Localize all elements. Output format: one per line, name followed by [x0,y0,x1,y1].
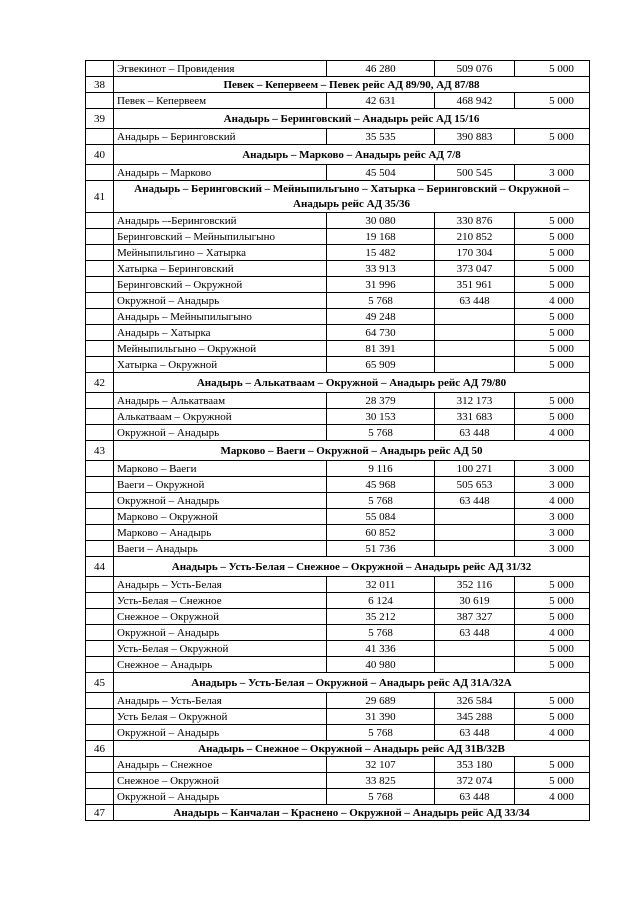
rate-cell: 5 000 [515,593,590,609]
route-group-header-row [86,557,590,577]
empty-number-cell [86,293,114,309]
amount-cell: 63 448 [435,789,515,805]
distance-cell: 30 080 [327,213,435,229]
amount-cell: 63 448 [435,425,515,441]
route-row [86,789,590,805]
route-name-cell: Хатырка – Беринговский [114,261,327,277]
route-row [86,165,590,181]
empty-number-cell [86,129,114,145]
route-name-cell: Анадырь – Алькатваам [114,393,327,409]
amount-cell [435,541,515,557]
distance-cell: 28 379 [327,393,435,409]
route-row [86,773,590,789]
route-group-title: Марково – Ваеги – Окружной – Анадырь рейс АД 50 [114,441,590,461]
route-group-header-row [86,441,590,461]
route-name-cell: Певек – Кепервеем [114,93,327,109]
route-group-title: Анадырь – Алькатваам – Окружной – Анадырь рейс АД 79/80 [114,373,590,393]
empty-number-cell [86,309,114,325]
rate-cell: 3 000 [515,541,590,557]
amount-cell: 30 619 [435,593,515,609]
rate-cell: 5 000 [515,657,590,673]
distance-cell: 19 168 [327,229,435,245]
amount-cell: 210 852 [435,229,515,245]
route-name-cell: Анадырь – Усть-Белая [114,577,327,593]
route-group-title: Анадырь – Марково – Анадырь рейс АД 7/8 [114,145,590,165]
route-row [86,293,590,309]
amount-cell: 312 173 [435,393,515,409]
route-name-cell: Снежное – Окружной [114,609,327,625]
route-name-cell: Окружной – Анадырь [114,725,327,741]
empty-number-cell [86,325,114,341]
route-row [86,461,590,477]
amount-cell: 331 683 [435,409,515,425]
distance-cell: 29 689 [327,693,435,709]
rate-cell: 4 000 [515,725,590,741]
route-name-cell: Окружной – Анадырь [114,625,327,641]
routes-table [85,60,590,821]
rate-cell: 4 000 [515,789,590,805]
empty-number-cell [86,213,114,229]
amount-cell: 345 288 [435,709,515,725]
route-group-header-row [86,741,590,757]
route-name-cell: Анадырь –-Беринговский [114,213,327,229]
rate-cell: 3 000 [515,165,590,181]
empty-number-cell [86,625,114,641]
amount-cell: 500 545 [435,165,515,181]
rate-cell: 3 000 [515,477,590,493]
distance-cell: 81 391 [327,341,435,357]
route-row [86,693,590,709]
amount-cell: 170 304 [435,245,515,261]
distance-cell: 49 248 [327,309,435,325]
route-group-header-row [86,673,590,693]
rate-cell: 3 000 [515,461,590,477]
route-row [86,725,590,741]
rate-cell: 5 000 [515,641,590,657]
distance-cell: 32 011 [327,577,435,593]
rate-cell: 5 000 [515,93,590,109]
route-name-cell: Усть-Белая – Снежное [114,593,327,609]
rate-cell: 5 000 [515,757,590,773]
distance-cell: 41 336 [327,641,435,657]
route-row [86,509,590,525]
empty-number-cell [86,757,114,773]
amount-cell [435,657,515,673]
route-group-number: 45 [86,673,114,693]
empty-number-cell [86,277,114,293]
route-group-number: 40 [86,145,114,165]
distance-cell: 9 116 [327,461,435,477]
rate-cell: 5 000 [515,409,590,425]
amount-cell [435,357,515,373]
route-row [86,325,590,341]
route-group-number: 41 [86,181,114,213]
rate-cell: 5 000 [515,325,590,341]
empty-number-cell [86,477,114,493]
distance-cell: 46 280 [327,61,435,77]
empty-number-cell [86,493,114,509]
distance-cell: 5 768 [327,725,435,741]
route-name-cell: Марково – Анадырь [114,525,327,541]
route-name-cell: Усть-Белая – Окружной [114,641,327,657]
route-row [86,93,590,109]
distance-cell: 33 913 [327,261,435,277]
route-group-header-row [86,145,590,165]
rate-cell: 3 000 [515,509,590,525]
route-group-number: 47 [86,805,114,821]
amount-cell: 351 961 [435,277,515,293]
distance-cell: 31 390 [327,709,435,725]
amount-cell: 353 180 [435,757,515,773]
rate-cell: 4 000 [515,425,590,441]
route-name-cell: Окружной – Анадырь [114,789,327,805]
rate-cell: 5 000 [515,245,590,261]
route-group-header-row [86,181,590,213]
distance-cell: 60 852 [327,525,435,541]
empty-number-cell [86,577,114,593]
distance-cell: 40 980 [327,657,435,673]
route-group-header-row [86,805,590,821]
empty-number-cell [86,509,114,525]
distance-cell: 5 768 [327,493,435,509]
rate-cell: 5 000 [515,61,590,77]
amount-cell: 373 047 [435,261,515,277]
empty-number-cell [86,773,114,789]
rate-cell: 4 000 [515,493,590,509]
route-name-cell: Снежное – Окружной [114,773,327,789]
amount-cell: 505 653 [435,477,515,493]
amount-cell [435,325,515,341]
rate-cell: 5 000 [515,129,590,145]
empty-number-cell [86,609,114,625]
rate-cell: 4 000 [515,293,590,309]
amount-cell [435,309,515,325]
rate-cell: 5 000 [515,261,590,277]
route-row [86,229,590,245]
rate-cell: 5 000 [515,693,590,709]
route-row [86,61,590,77]
rate-cell: 5 000 [515,309,590,325]
empty-number-cell [86,541,114,557]
empty-number-cell [86,93,114,109]
empty-number-cell [86,461,114,477]
route-row [86,213,590,229]
amount-cell [435,525,515,541]
route-row [86,593,590,609]
route-row [86,129,590,145]
route-group-title: Анадырь – Беринговский – Мейныпильгыно – Хатырка – Беринговский – Окружной – Анадырь рейс АД 35/36 [114,181,590,213]
distance-cell: 30 153 [327,409,435,425]
route-name-cell: Усть Белая – Окружной [114,709,327,725]
route-group-number: 38 [86,77,114,93]
route-row [86,357,590,373]
amount-cell: 390 883 [435,129,515,145]
distance-cell: 45 968 [327,477,435,493]
route-group-title: Анадырь – Снежное – Окружной – Анадырь рейс АД 31В/32В [114,741,590,757]
route-row [86,409,590,425]
route-name-cell: Ваеги – Окружной [114,477,327,493]
rate-cell: 5 000 [515,773,590,789]
route-name-cell: Мейныпильгыно – Окружной [114,341,327,357]
route-group-title: Анадырь – Канчалан – Краснено – Окружной – Анадырь рейс АД 33/34 [114,805,590,821]
rate-cell: 4 000 [515,625,590,641]
empty-number-cell [86,641,114,657]
route-group-header-row [86,373,590,393]
distance-cell: 6 124 [327,593,435,609]
amount-cell: 63 448 [435,725,515,741]
route-name-cell: Анадырь – Снежное [114,757,327,773]
amount-cell: 100 271 [435,461,515,477]
route-row [86,525,590,541]
route-name-cell: Беринговский – Мейныпилыгыно [114,229,327,245]
route-row [86,425,590,441]
route-name-cell: Анадырь – Марково [114,165,327,181]
empty-number-cell [86,393,114,409]
distance-cell: 31 996 [327,277,435,293]
empty-number-cell [86,245,114,261]
amount-cell: 330 876 [435,213,515,229]
amount-cell: 352 116 [435,577,515,593]
distance-cell: 35 212 [327,609,435,625]
route-group-number: 46 [86,741,114,757]
rate-cell: 5 000 [515,341,590,357]
rate-cell: 5 000 [515,277,590,293]
amount-cell [435,509,515,525]
empty-number-cell [86,657,114,673]
route-name-cell: Анадырь – Мейныпилыгыно [114,309,327,325]
route-name-cell: Хатырка – Окружной [114,357,327,373]
distance-cell: 45 504 [327,165,435,181]
route-name-cell: Эгвекинот – Провидения [114,61,327,77]
route-group-number: 44 [86,557,114,577]
rate-cell: 5 000 [515,609,590,625]
rate-cell: 3 000 [515,525,590,541]
route-name-cell: Окружной – Анадырь [114,425,327,441]
route-name-cell: Снежное – Анадырь [114,657,327,673]
rate-cell: 5 000 [515,393,590,409]
route-name-cell: Беринговский – Окружной [114,277,327,293]
empty-number-cell [86,357,114,373]
route-name-cell: Окружной – Анадырь [114,293,327,309]
empty-number-cell [86,341,114,357]
amount-cell: 387 327 [435,609,515,625]
empty-number-cell [86,725,114,741]
route-group-header-row [86,109,590,129]
route-row [86,341,590,357]
distance-cell: 5 768 [327,293,435,309]
route-group-title: Певек – Кепервеем – Певек рейс АД 89/90, АД 87/88 [114,77,590,93]
routes-table-body [86,61,590,821]
rate-cell: 5 000 [515,357,590,373]
route-row [86,309,590,325]
route-row [86,493,590,509]
route-row [86,541,590,557]
route-group-number: 42 [86,373,114,393]
route-row [86,609,590,625]
empty-number-cell [86,261,114,277]
empty-number-cell [86,165,114,181]
amount-cell: 63 448 [435,625,515,641]
route-name-cell: Марково – Ваеги [114,461,327,477]
route-name-cell: Мейныпильгино – Хатырка [114,245,327,261]
rate-cell: 5 000 [515,213,590,229]
empty-number-cell [86,593,114,609]
route-name-cell: Алькатваам – Окружной [114,409,327,425]
distance-cell: 5 768 [327,425,435,441]
empty-number-cell [86,229,114,245]
route-group-number: 43 [86,441,114,461]
distance-cell: 42 631 [327,93,435,109]
amount-cell [435,641,515,657]
amount-cell: 63 448 [435,493,515,509]
distance-cell: 65 909 [327,357,435,373]
route-row [86,641,590,657]
route-row [86,393,590,409]
route-name-cell: Окружной – Анадырь [114,493,327,509]
distance-cell: 5 768 [327,789,435,805]
rate-cell: 5 000 [515,709,590,725]
empty-number-cell [86,709,114,725]
amount-cell: 63 448 [435,293,515,309]
route-name-cell: Ваеги – Анадырь [114,541,327,557]
route-row [86,757,590,773]
route-row [86,261,590,277]
route-row [86,277,590,293]
distance-cell: 33 825 [327,773,435,789]
amount-cell: 326 584 [435,693,515,709]
empty-number-cell [86,789,114,805]
amount-cell: 468 942 [435,93,515,109]
route-name-cell: Анадырь – Усть-Белая [114,693,327,709]
distance-cell: 5 768 [327,625,435,641]
amount-cell: 372 074 [435,773,515,789]
route-group-title: Анадырь – Усть-Белая – Снежное – Окружной – Анадырь рейс АД 31/32 [114,557,590,577]
route-row [86,625,590,641]
route-name-cell: Анадырь – Беринговский [114,129,327,145]
route-name-cell: Анадырь – Хатырка [114,325,327,341]
distance-cell: 55 084 [327,509,435,525]
route-group-header-row [86,77,590,93]
route-group-title: Анадырь – Усть-Белая – Окружной – Анадырь рейс АД 31А/32А [114,673,590,693]
amount-cell: 509 076 [435,61,515,77]
rate-cell: 5 000 [515,577,590,593]
route-row [86,709,590,725]
route-row [86,245,590,261]
route-group-title: Анадырь – Беринговский – Анадырь рейс АД 15/16 [114,109,590,129]
distance-cell: 51 736 [327,541,435,557]
distance-cell: 35 535 [327,129,435,145]
empty-number-cell [86,525,114,541]
empty-number-cell [86,61,114,77]
distance-cell: 15 482 [327,245,435,261]
route-name-cell: Марково – Окружной [114,509,327,525]
route-row [86,657,590,673]
route-group-number: 39 [86,109,114,129]
amount-cell [435,341,515,357]
rate-cell: 5 000 [515,229,590,245]
empty-number-cell [86,409,114,425]
route-row [86,477,590,493]
empty-number-cell [86,425,114,441]
empty-number-cell [86,693,114,709]
distance-cell: 32 107 [327,757,435,773]
route-row [86,577,590,593]
distance-cell: 64 730 [327,325,435,341]
